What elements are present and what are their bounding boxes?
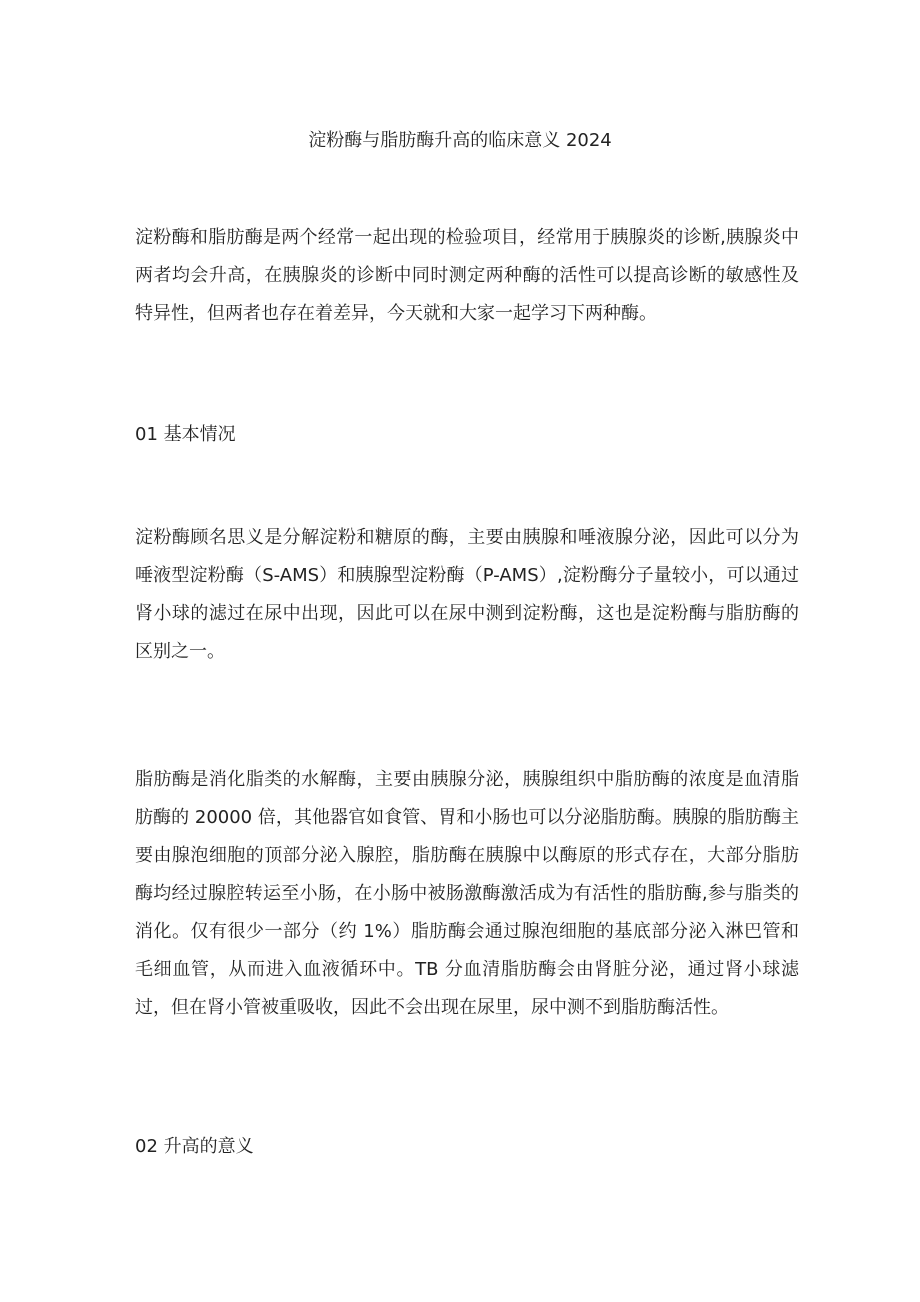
intro-paragraph: 淀粉酶和脂肪酶是两个经常一起出现的检验项目，经常用于胰腺炎的诊断,胰腺炎中两者均会升高，在胰腺炎的诊断中同时测定两种酶的活性可以提高诊断的敏感性及特异性，但两者也存在着差异，今天就和大家一起学习下两种酶。 [135, 227, 799, 324]
amylase-paragraph: 淀粉酶顾名思义是分解淀粉和糖原的酶，主要由胰腺和唾液腺分泌，因此可以分为唾液型淀粉酶（S-AMS）和胰腺型淀粉酶（P-AMS）,淀粉酶分子量较小，可以通过肾小球的滤过在尿中出现，因此可以在尿中测到淀粉酶，这也是淀粉酶与脂肪酶的区别之一。 [135, 527, 799, 662]
lipase-paragraph: 脂肪酶是消化脂类的水解酶，主要由胰腺分泌，胰腺组织中脂肪酶的浓度是血清脂肪酶的 20000 倍，其他器官如食管、胃和小肠也可以分泌脂肪酶。胰腺的脂肪酶主要由腺泡细胞的顶部分泌入腺腔，脂肪酶在胰腺中以酶原的形式存在，大部分脂肪酶均经过腺腔转运至小肠，在小肠中被肠激酶激活成为有活性的脂肪酶,参与脂类的消化。仅有很少一部分（约 1%）脂肪酶会通过腺泡细胞的基底部分泌入淋巴管和毛细血管，从而进入血液循环中。TB 分血清脂肪酶会由肾脏分泌，通过肾小球滤过，但在肾小管被重吸收，因此不会出现在尿里，尿中测不到脂肪酶活性。 [135, 769, 799, 1018]
section-heading-significance: 02 升高的意义 [135, 1136, 254, 1157]
document-title: 淀粉酶与脂肪酶升高的临床意义 2024 [308, 130, 612, 151]
section-heading-basic: 01 基本情况 [135, 424, 236, 445]
